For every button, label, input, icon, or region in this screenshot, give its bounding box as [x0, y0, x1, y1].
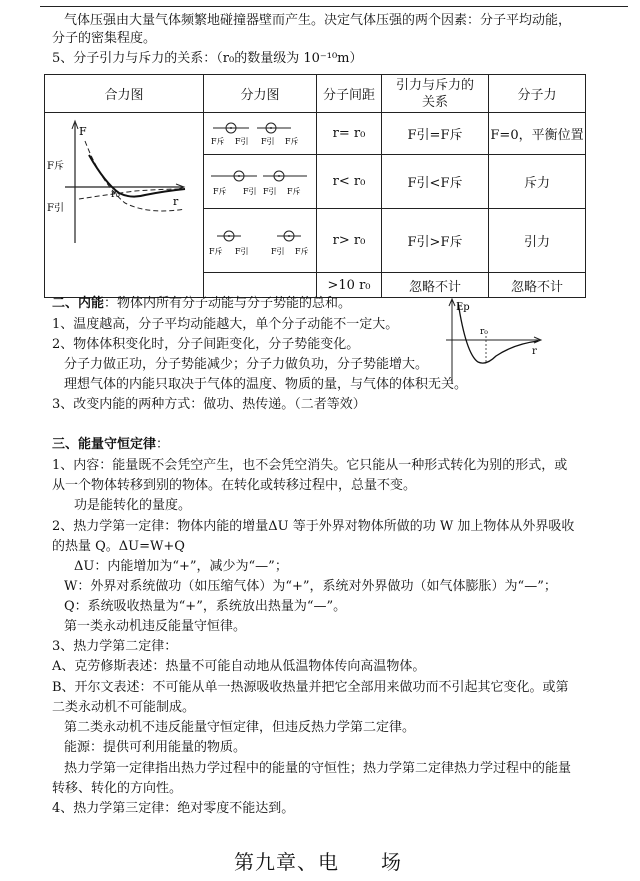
- label-chi: F斥: [213, 186, 227, 196]
- section-3-line-18: 4、热力学第三定律：绝对零度不能达到。: [52, 801, 295, 816]
- section-3-line-3: 功是能转化的量度。: [74, 498, 192, 513]
- label-chi: F斥: [295, 246, 309, 256]
- section-3-line-15: 能源：提供可利用能量的物质。: [64, 740, 247, 755]
- component-diagram-equilibrium: [204, 113, 317, 155]
- section-2-line-5: 3、改变内能的两种方式：做功、热传递。（二者等效）: [52, 397, 366, 412]
- component-diagram-attraction: [204, 209, 317, 273]
- table-row: [45, 113, 586, 155]
- section-2-heading: [52, 295, 351, 312]
- section-3-line-5: 的热量 Q。ΔU=W+Q: [52, 539, 185, 554]
- distance-far: >10 r₀: [317, 273, 382, 298]
- chapter-title: 第九章、电 场: [234, 850, 402, 874]
- section-3-line-4: 2、热力学第一定律：物体内能的增量ΔU 等于外界对物体所做的功 W 加上物体从外界吸收: [52, 519, 575, 534]
- section-3-heading: [52, 436, 169, 453]
- potential-energy-graph: [444, 296, 544, 388]
- force-far: 忽略不计: [489, 273, 586, 298]
- ep-r0-label: r₀: [480, 327, 488, 337]
- distance-less: r< r₀: [317, 155, 382, 209]
- section-3-line-1: 1、内容：能量既不会凭空产生，也不会凭空消失。它只能从一种形式转化为别的形式，或: [52, 458, 568, 473]
- label-chi: F斥: [211, 136, 225, 146]
- relation-equal: F引=F斥: [382, 113, 489, 155]
- label-chi: F斥: [287, 186, 301, 196]
- graph-label-f-chi: F斥: [47, 161, 64, 172]
- graph-label-r: r: [173, 195, 179, 208]
- label-yin: F引: [263, 186, 277, 196]
- section-3-line-7: W：外界对系统做功（如压缩气体）为“+”，系统对外界做功（如气体膨胀）为“—”；: [64, 579, 557, 594]
- header-force: 分子力: [489, 75, 586, 113]
- graph-label-f-yin: F引: [47, 203, 64, 214]
- section-3-line-6: ΔU：内能增加为“+”，减少为“—”；: [74, 559, 288, 574]
- label-yin: F引: [235, 246, 249, 256]
- force-greater: 引力: [489, 209, 586, 273]
- header-resultant: 合力图: [45, 75, 204, 113]
- table-header-row: [45, 75, 586, 113]
- header-relation-line2: 关系: [421, 94, 448, 110]
- relation-far: 忽略不计: [382, 273, 489, 298]
- header-distance: 分子间距: [317, 75, 382, 113]
- section-3-colon: ：: [156, 437, 170, 452]
- section-3-line-17: 转移、转化的方向性。: [52, 781, 183, 796]
- distance-greater: r> r₀: [317, 209, 382, 273]
- section-3-line-8: Q：系统吸收热量为“+”，系统放出热量为“—”。: [64, 599, 347, 614]
- label-yin: F引: [243, 186, 257, 196]
- graph-label-f: F: [79, 125, 87, 138]
- label-yin: F引: [261, 136, 275, 146]
- molecular-force-table: [44, 74, 586, 298]
- section-2-line-3: 分子力做正功，分子势能减少；分子力做负功，分子势能增大。: [64, 357, 429, 372]
- section-2-line-1: 1、温度越高，分子平均动能越大，单个分子动能不一定大。: [52, 317, 399, 332]
- ep-label: Ep: [456, 302, 470, 313]
- intro-line-1: 气体压强由大量气体频繁地碰撞器壁而产生。决定气体压强的两个因素：分子平均动能，: [64, 13, 572, 28]
- component-diagram-repulsion: [204, 155, 317, 209]
- section-3-line-16: 热力学第一定律指出热力学过程中的能量的守恒性；热力学第二定律热力学过程中的能量: [64, 761, 572, 776]
- force-equal: F=0，平衡位置: [489, 113, 586, 155]
- label-chi: F斥: [285, 136, 299, 146]
- relation-less: F引<F斥: [382, 155, 489, 209]
- section-2-title-rest: ：物体内所有分子动能与分子势能的总和。: [104, 296, 352, 311]
- label-yin: F引: [271, 246, 285, 256]
- header-relation: [382, 75, 489, 113]
- component-diagram-empty: [204, 273, 317, 298]
- intro-line-2: 分子的密集程度。: [52, 31, 157, 46]
- distance-equal: r= r₀: [317, 113, 382, 155]
- relation-greater: F引>F斥: [382, 209, 489, 273]
- section-2-title: 二、内能: [52, 296, 105, 311]
- section-3-title: 三、能量守恒定律: [52, 437, 157, 452]
- section-3-line-9: 第一类永动机违反能量守恒律。: [64, 619, 247, 634]
- item-5-heading: 5、分子引力与斥力的关系：（r₀的数量级为 10⁻¹⁰m）: [52, 51, 363, 66]
- section-3-line-14: 第二类永动机不违反能量守恒定律，但违反热力学第二定律。: [64, 720, 416, 735]
- top-rule: [40, 6, 628, 7]
- resultant-force-graph: [45, 113, 203, 293]
- section-2-line-2: 2、物体体积变化时，分子间距变化，分子势能变化。: [52, 337, 360, 352]
- section-3-line-13: 二类永动机不可能制成。: [52, 700, 196, 715]
- section-3-line-10: 3、热力学第二定律：: [52, 639, 178, 654]
- section-3-line-12: B、开尔文表述：不可能从单一热源吸收热量并把它全部用来做功而不引起其它变化。或第: [52, 680, 569, 695]
- graph-label-r0: r₀: [111, 189, 120, 200]
- resultant-force-graph-cell: [45, 113, 204, 298]
- header-relation-line1: 引力与斥力的: [395, 77, 474, 93]
- section-2-line-4: 理想气体的内能只取决于气体的温度、物质的量，与气体的体积无关。: [64, 377, 468, 392]
- label-chi: F斥: [209, 246, 223, 256]
- section-3-line-2: 从一个物体转移到别的物体。在转化或转移过程中，总量不变。: [52, 478, 417, 493]
- ep-r-label: r: [532, 346, 537, 357]
- force-less: 斥力: [489, 155, 586, 209]
- label-yin: F引: [235, 136, 249, 146]
- header-component: 分力图: [204, 75, 317, 113]
- section-3-line-11: A、克劳修斯表述：热量不可能自动地从低温物体传向高温物体。: [52, 659, 426, 674]
